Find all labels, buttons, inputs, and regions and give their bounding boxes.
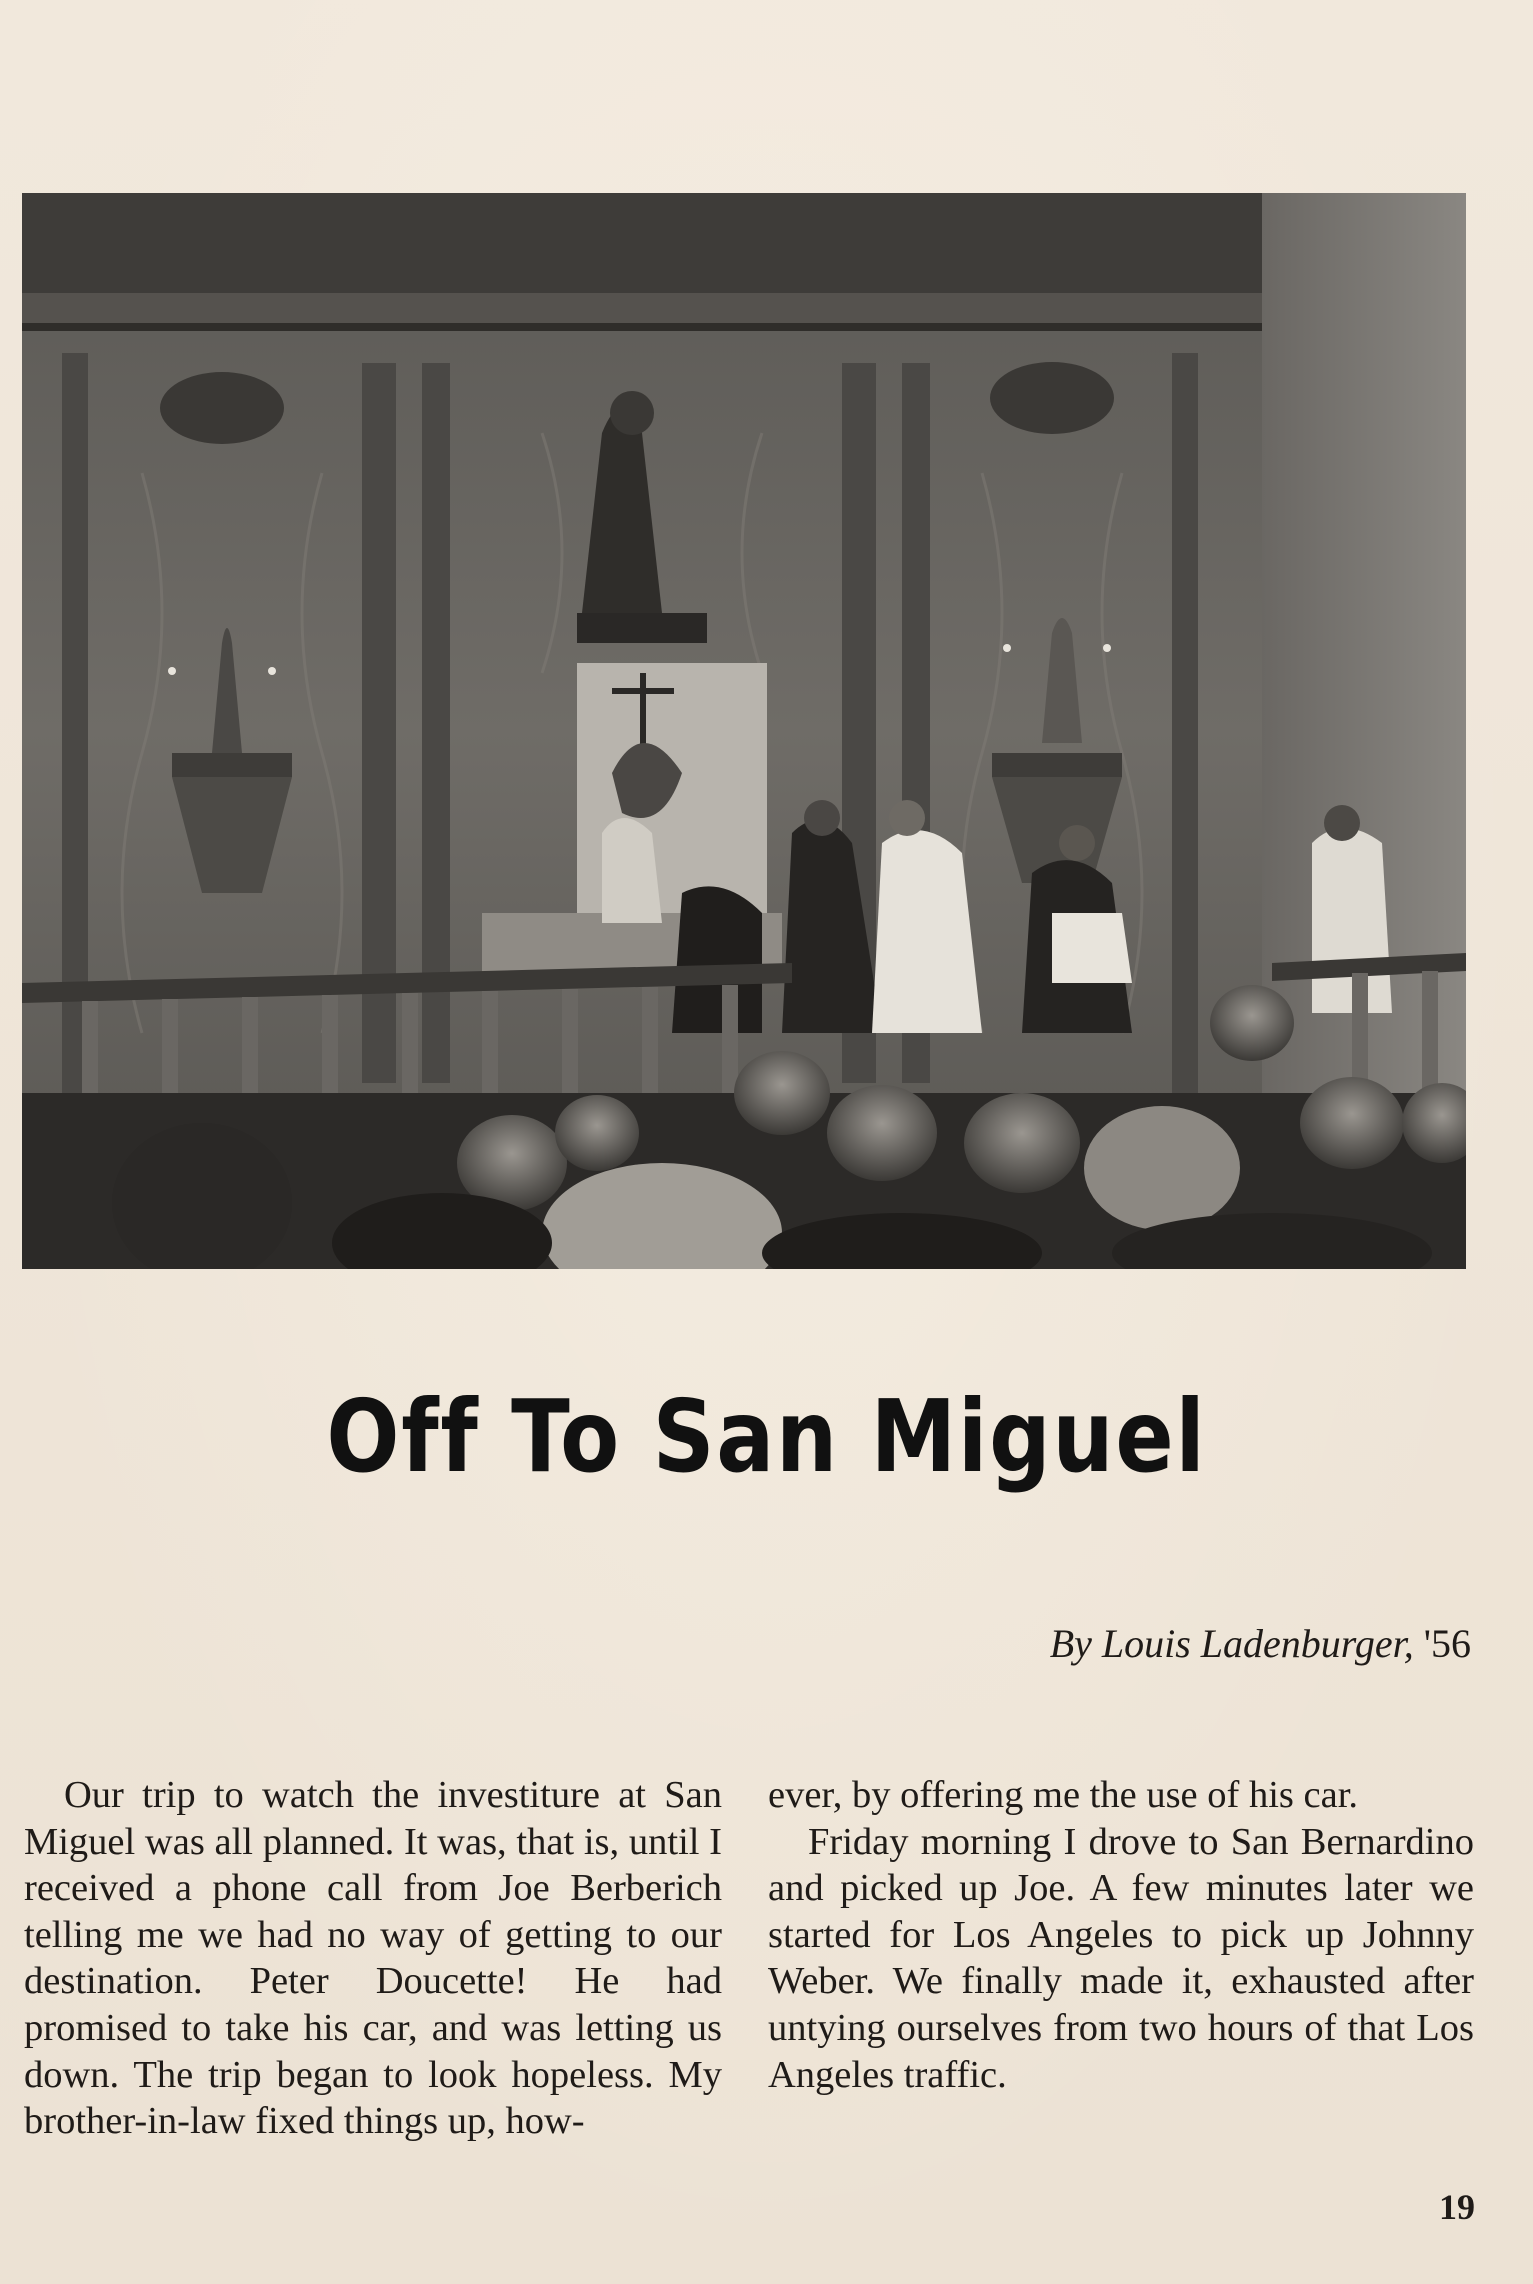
paragraph-2: Friday morning I drove to San Bernardino and picked up Joe. A few minutes later we started for Los Angeles to pick up Johnny Weber. We finally made it, exhausted after untying ourselves from two hours of that Los Angeles traffic. <box>768 1820 1474 2096</box>
paragraph-1: Our trip to watch the investiture at San Miguel was all planned. It was, that is, until I received a phone call from Joe Berberich telling me we had no way of getting to our destination. Peter Doucette! He had promised to take his car, and was letting us down. The trip began to look hopeless. My brother-in-law fixed things up, how- <box>24 1774 722 2143</box>
byline-class-year: '56 <box>1423 1621 1471 1666</box>
altar-photo-illustration <box>22 193 1466 1269</box>
paragraph-1-continued: ever, by offering me the use of his car. <box>768 1774 1359 1816</box>
article-column-left <box>24 1772 722 2145</box>
article-title: Off To San Miguel <box>326 1378 1207 1495</box>
article-byline <box>1050 1620 1471 1667</box>
church-altar-photo <box>22 193 1466 1269</box>
byline-author: By Louis Ladenburger, <box>1049 1621 1414 1666</box>
article-column-right <box>768 1772 1474 2098</box>
page-number: 19 <box>1439 2187 1475 2227</box>
